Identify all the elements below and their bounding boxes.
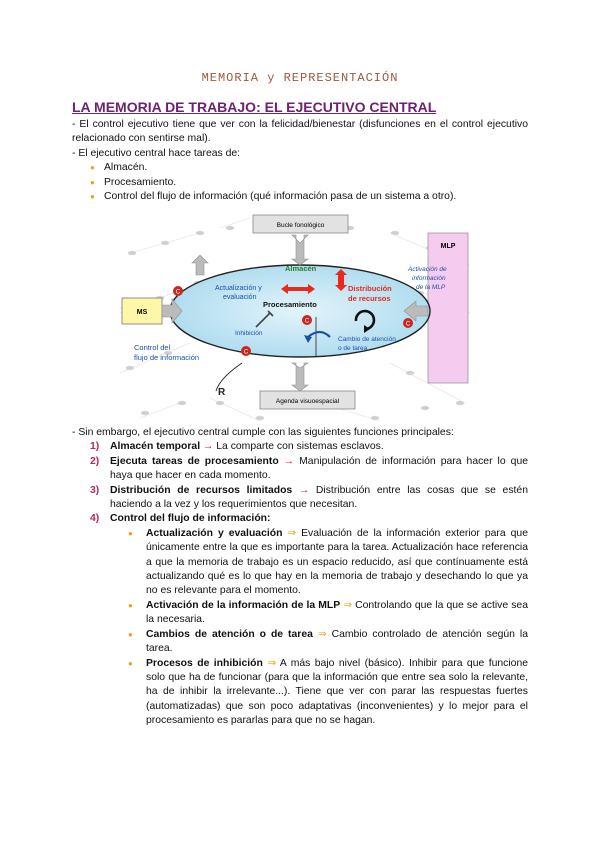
- svg-text:Agenda visuoespacial: Agenda visuoespacial: [275, 398, 340, 405]
- stop-marker: [302, 315, 312, 325]
- subfunction-desc: Controlando que la que se active sea la necesaria.: [146, 599, 528, 626]
- function-item: [90, 484, 528, 513]
- double-arrow-icon: ⇒: [343, 599, 352, 611]
- label-r: R: [218, 387, 226, 398]
- svg-text:Cambio de atención: Cambio de atención: [338, 336, 396, 343]
- subfunction-item: [128, 527, 528, 599]
- svg-text:de recursos: de recursos: [348, 294, 391, 303]
- stop-marker: [173, 286, 183, 296]
- intro-paragraph-2: - El ejecutivo central hace tareas de:: [72, 147, 241, 159]
- svg-text:MLP: MLP: [440, 243, 456, 250]
- svg-text:C: C: [405, 321, 411, 328]
- subfunction-term: Activación de la información de la MLP: [146, 599, 341, 611]
- svg-text:C: C: [243, 349, 249, 356]
- arrow-icon: →: [298, 484, 310, 496]
- subfunction-term: Actualización y evaluación: [146, 527, 283, 539]
- svg-text:flujo de información: flujo de información: [134, 353, 200, 362]
- label-distribucion: [348, 284, 392, 303]
- subfunction-desc: Evaluación de la información exterior para que únicamente entre la que es importante para la tarea. Actualización hace referencia a que la memoria de trabajo es un espacio reducido, así que contínuamente está actualizando qué es lo que hay en la memoria de trabajo y desechando lo que ya no es relevante para el momento.: [146, 527, 528, 597]
- stop-marker: [403, 318, 413, 328]
- subfunction-desc: Cambio controlado de atención según la tarea.: [146, 628, 529, 655]
- function-desc: La comparte con sistemas esclavos.: [216, 441, 384, 453]
- function-term: Almacén temporal: [110, 441, 201, 453]
- page-header: MEMORIA y REPRESENTACIÓN: [201, 71, 399, 85]
- double-arrow-icon: ⇒: [287, 527, 297, 539]
- double-arrow-icon: ⇒: [267, 657, 277, 669]
- subfunction-term: Cambios de atención o de tarea: [146, 628, 313, 640]
- task-item: ● Procesamiento.: [90, 176, 528, 190]
- function-item: [90, 455, 528, 484]
- svg-text:Actualización y: Actualización y: [215, 285, 262, 292]
- svg-text:Activación de: Activación de: [408, 266, 447, 273]
- svg-text:o de tarea: o de tarea: [338, 345, 368, 352]
- svg-text:C: C: [304, 318, 310, 325]
- svg-text:Distribución: Distribución: [348, 284, 392, 293]
- function-number: 4): [90, 513, 100, 525]
- subfunction-desc: A más bajo nivel (básico). Inhibir para que funcione solo que ha de funcionar (para que la información que entre sea solo la relevante, ha de inhibir la irrelevante...). Tiene que ver con parar las respuestas fuertes (automatizadas) que son poco adaptativas (inconvenientes) y lo mejor para el procesamiento es pararlas para que no se hagan.: [146, 657, 528, 727]
- function-term: Distribución de recursos limitados: [110, 484, 293, 496]
- functions-intro: - Sin embargo, el ejecutivo central cumple con las siguientes funciones principales:: [72, 427, 454, 438]
- subfunction-term: Procesos de inhibición: [146, 657, 263, 669]
- svg-text:C: C: [175, 289, 181, 296]
- arrow-icon: →: [283, 455, 295, 467]
- working-memory-diagram: [120, 213, 470, 423]
- function-term: Control del flujo de información:: [110, 513, 271, 525]
- svg-text:evaluación: evaluación: [223, 294, 257, 301]
- function-item: [90, 440, 528, 454]
- task-item: ● Control del flujo de información (qué información pasa de un sistema a otro).: [90, 190, 528, 204]
- label-procesamiento: Procesamiento: [263, 300, 317, 309]
- svg-text:Bucle fonológico: Bucle fonológico: [276, 222, 325, 229]
- section-title: LA MEMORIA DE TRABAJO: EL EJECUTIVO CENTRAL: [72, 99, 437, 115]
- svg-text:MS: MS: [136, 309, 148, 316]
- subfunction-item: [128, 599, 528, 628]
- label-activacion: [407, 266, 447, 291]
- svg-text:información: información: [412, 275, 446, 282]
- function-desc: Distribución entre las cosas que se estén haciendo a la vez y los requerimientos que necesitan.: [110, 484, 528, 511]
- subfunction-item: [128, 628, 528, 657]
- subfunction-item: [128, 657, 528, 729]
- agenda-visuoespacial-box: [260, 391, 355, 409]
- svg-text:Control del: Control del: [134, 343, 171, 352]
- label-inhibicion: Inhibición: [235, 330, 263, 337]
- double-arrow-icon: ⇒: [317, 628, 327, 640]
- function-number: 1): [90, 441, 100, 453]
- label-almacen: Almacén: [285, 264, 317, 273]
- label-control-flujo: [134, 343, 199, 362]
- function-number: 3): [90, 484, 100, 496]
- ms-box: [122, 298, 162, 324]
- central-executive-ellipse: [170, 265, 430, 357]
- functions-list: [72, 440, 528, 728]
- task-item: ● Almacén.: [90, 161, 528, 175]
- arrow-icon: →: [202, 441, 214, 453]
- function-number: 2): [90, 455, 100, 467]
- svg-text:de la MLP: de la MLP: [416, 284, 446, 291]
- functions-section: [72, 426, 528, 729]
- tasks-list: [72, 161, 528, 204]
- function-desc: Manipulación de información para hacer lo que haya que hacer en cada momento.: [110, 455, 529, 482]
- intro-paragraph-1: - El control ejecutivo tiene que ver con la felicidad/bienestar (disfunciones en el control ejecutivo relacionado con sentirse mal).: [72, 119, 528, 145]
- bucle-fonologico-box: [253, 215, 348, 233]
- control-subfunctions-list: [110, 527, 528, 729]
- intro-section: [72, 118, 528, 204]
- function-term: Ejecuta tareas de procesamiento: [110, 455, 279, 467]
- stop-marker: [241, 346, 251, 356]
- mlp-box: [428, 233, 468, 383]
- function-item: [90, 512, 528, 728]
